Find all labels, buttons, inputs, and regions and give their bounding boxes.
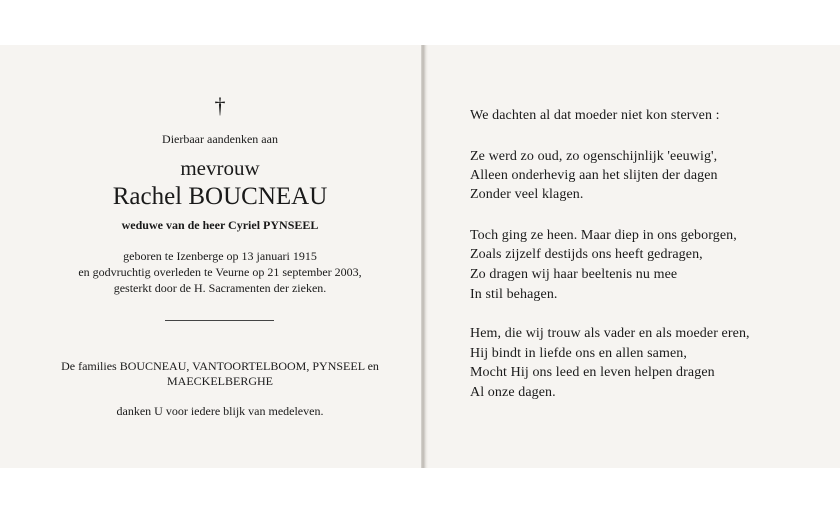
poem-line: Mocht Hij ons leed en leven helpen dragen: [470, 365, 715, 380]
memorial-card: [0, 45, 840, 468]
sacraments-line: gesterkt door de H. Sacramenten der zieken.: [113, 281, 327, 295]
poem-line: Ze werd zo oud, zo ogenschijnlijk 'eeuwig',: [470, 149, 718, 164]
cross-symbol: †: [214, 93, 226, 118]
poem-line: Hij bindt in liefde ons en allen samen,: [470, 346, 687, 361]
poem-line: Al onze dagen.: [470, 385, 556, 400]
deceased-name: Rachel BOUCNEAU: [112, 183, 328, 210]
poem-line: We dachten al dat moeder niet kon sterven :: [470, 108, 720, 123]
families-line-2: MAECKELBERGHE: [167, 374, 273, 388]
poem-line: Zoals zijzelf destijds ons heeft gedragen,: [470, 247, 703, 262]
death-line: en godvruchtig overleden te Veurne op 21 september 2003,: [78, 265, 362, 279]
families-line-1: De families BOUCNEAU, VANTOORTELBOOM, PYNSEEL en: [61, 359, 379, 373]
poem-line: Zo dragen wij haar beeltenis nu mee: [470, 267, 678, 282]
poem-line: Zonder veel klagen.: [470, 187, 584, 202]
remembrance-heading: Dierbaar aandenken aan: [162, 132, 278, 146]
poem-line: In stil behagen.: [470, 287, 558, 302]
widow-line: weduwe van de heer Cyriel PYNSEEL: [121, 218, 319, 232]
thanks-line: danken U voor iedere blijk van medeleven.: [116, 404, 324, 418]
card-fold: [421, 45, 428, 468]
poem-line: Toch ging ze heen. Maar diep in ons geborgen,: [470, 228, 737, 243]
honorific: mevrouw: [180, 156, 260, 180]
left-panel: [0, 45, 421, 468]
poem-line: Alleen onderhevig aan het slijten der dagen: [470, 168, 718, 183]
divider-rule: [165, 320, 274, 321]
poem-line: Hem, die wij trouw als vader en als moeder eren,: [470, 326, 750, 341]
birth-line: geboren te Izenberge op 13 januari 1915: [123, 249, 317, 263]
